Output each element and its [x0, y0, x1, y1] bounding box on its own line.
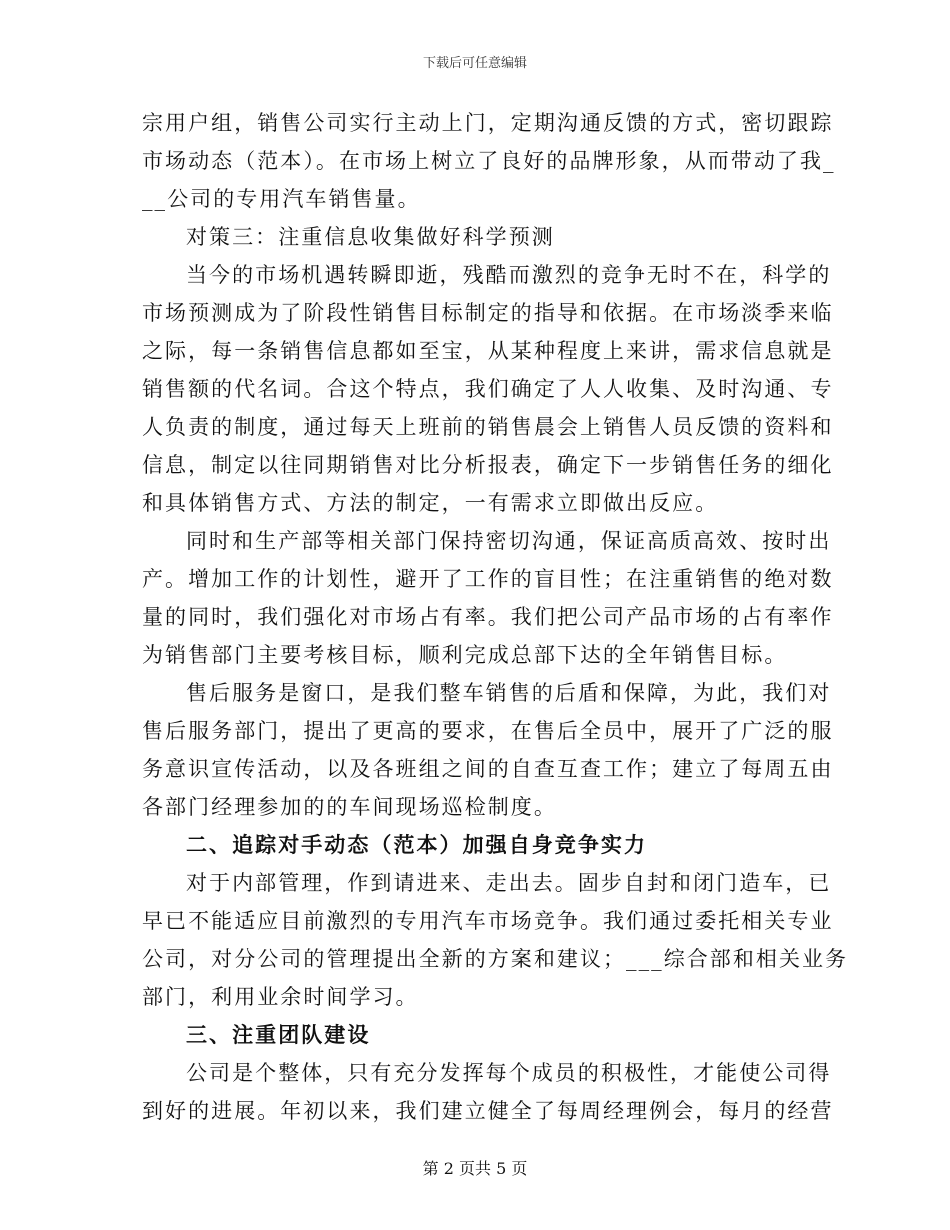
body-text-line: 务意识宣传活动，以及各班组之间的自查互查工作；建立了每周五由	[142, 757, 834, 781]
body-text-line: 部门，利用业余时间学习。	[142, 985, 419, 1009]
body-text-line: 产。增加工作的计划性，避开了工作的盲目性；在注重销售的绝对数	[142, 567, 834, 591]
page-footer: 第 2 页共 5 页	[422, 1159, 528, 1178]
body-text-line: 售后服务部门，提出了更高的要求，在售后全员中，展开了广泛的服	[142, 719, 834, 743]
body-text-line: 当今的市场机遇转瞬即逝，残酷而激烈的竞争无时不在，科学的	[186, 263, 832, 287]
body-text-line: 销售额的代名词。合这个特点，我们确定了人人收集、及时沟通、专	[142, 377, 834, 401]
section-heading: 三、注重团队建设	[186, 1023, 371, 1047]
body-text-line: 和具体销售方式、方法的制定，一有需求立即做出反应。	[142, 491, 719, 515]
body-text-line: 为销售部门主要考核目标，顺利完成总部下达的全年销售目标。	[142, 643, 788, 667]
body-text-line: 公司，对分公司的管理提出全新的方案和建议；___综合部和相关业务	[142, 947, 849, 971]
document-body	[142, 104, 849, 1130]
body-text-line: 之际，每一条销售信息都如至宝，从某种程度上来讲，需求信息就是	[142, 339, 834, 363]
body-text-line: 到好的进展。年初以来，我们建立健全了每周经理例会，每月的经营	[142, 1099, 834, 1123]
body-text-line: 各部门经理参加的的车间现场巡检制度。	[142, 795, 557, 819]
body-text-line: 宗用户组，销售公司实行主动上门，定期沟通反馈的方式，密切跟踪	[142, 111, 834, 135]
section-heading: 二、追踪对手动态（范本）加强自身竞争实力	[186, 833, 647, 857]
body-text-line: __公司的专用汽车销售量。	[142, 187, 421, 211]
body-text-line: 同时和生产部等相关部门保持密切沟通，保证高质高效、按时出	[186, 529, 832, 553]
body-text-line: 量的同时，我们强化对市场占有率。我们把公司产品市场的占有率作	[142, 605, 834, 629]
body-text-line: 信息，制定以往同期销售对比分析报表，确定下一步销售任务的细化	[142, 453, 834, 477]
body-text-line: 早已不能适应目前激烈的专用汽车市场竞争。我们通过委托相关专业	[142, 909, 834, 933]
body-text-line: 对于内部管理，作到请进来、走出去。固步自封和闭门造车，已	[186, 871, 832, 895]
body-text-line: 人负责的制度，通过每天上班前的销售晨会上销售人员反馈的资料和	[142, 415, 834, 439]
page-header: 下载后可任意编辑	[422, 56, 527, 71]
body-text-line: 对策三：注重信息收集做好科学预测	[186, 225, 555, 249]
body-text-line: 市场预测成为了阶段性销售目标制定的指导和依据。在市场淡季来临	[142, 301, 834, 325]
body-text-line: 市场动态（范本）。在市场上树立了良好的品牌形象，从而带动了我_	[142, 149, 836, 173]
body-text-line: 公司是个整体，只有充分发挥每个成员的积极性，才能使公司得	[186, 1061, 832, 1085]
body-text-line: 售后服务是窗口，是我们整车销售的后盾和保障，为此，我们对	[186, 681, 832, 705]
